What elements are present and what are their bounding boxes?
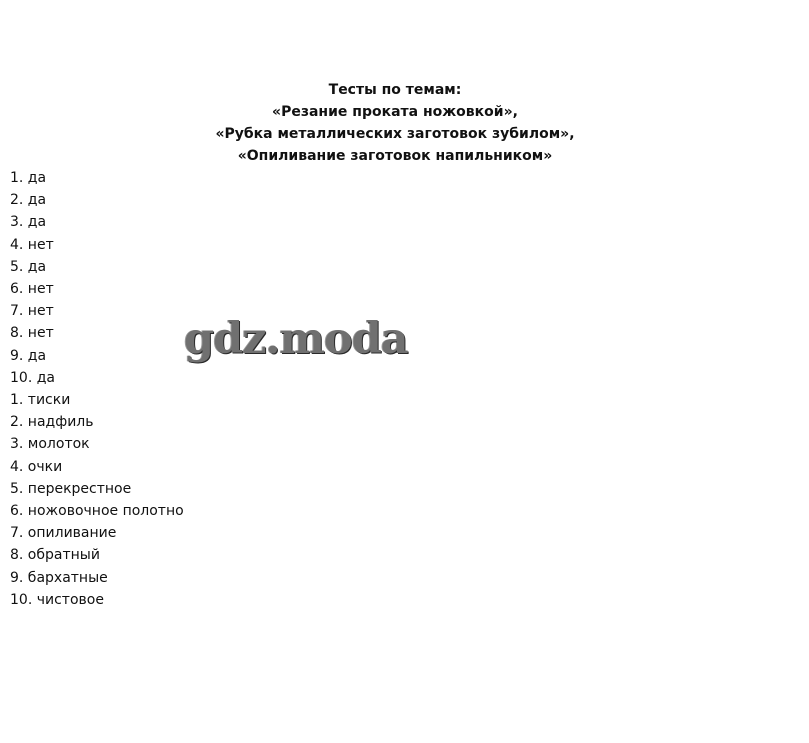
answer-list <box>10 167 184 611</box>
answer-item: 8. обратный <box>10 547 100 564</box>
answer-item: 6. нет <box>10 281 54 298</box>
answer-item: 6. ножовочное полотно <box>10 503 184 520</box>
title-line: «Опиливание заготовок напильником» <box>237 148 553 164</box>
answer-item: 7. нет <box>10 303 54 320</box>
answer-item: 3. молоток <box>10 436 90 453</box>
answer-item: 1. тиски <box>10 392 71 409</box>
answer-item: 2. надфиль <box>10 414 94 431</box>
answer-item: 10. да <box>10 369 55 386</box>
title-line: «Резание проката ножовкой», <box>272 104 518 120</box>
answer-item: 2. да <box>10 192 47 209</box>
answer-item: 10. чистовое <box>10 591 104 608</box>
answer-item: 7. опиливание <box>10 525 117 542</box>
answer-item: 8. нет <box>10 325 54 342</box>
title-line: «Рубка металлических заготовок зубилом», <box>215 126 575 142</box>
answer-item: 5. перекрестное <box>10 480 132 497</box>
answer-item: 9. да <box>10 347 47 364</box>
answer-item: 4. нет <box>10 236 54 253</box>
answer-item: 9. бархатные <box>10 569 108 586</box>
title-line: Тесты по темам: <box>328 82 462 98</box>
answer-item: 3. да <box>10 214 47 231</box>
answer-item: 5. да <box>10 258 47 275</box>
answer-item: 4. очки <box>10 458 63 475</box>
watermark-logo: gdz.moda <box>184 314 408 364</box>
page-title <box>0 79 790 167</box>
answer-item: 1. да <box>10 170 47 186</box>
